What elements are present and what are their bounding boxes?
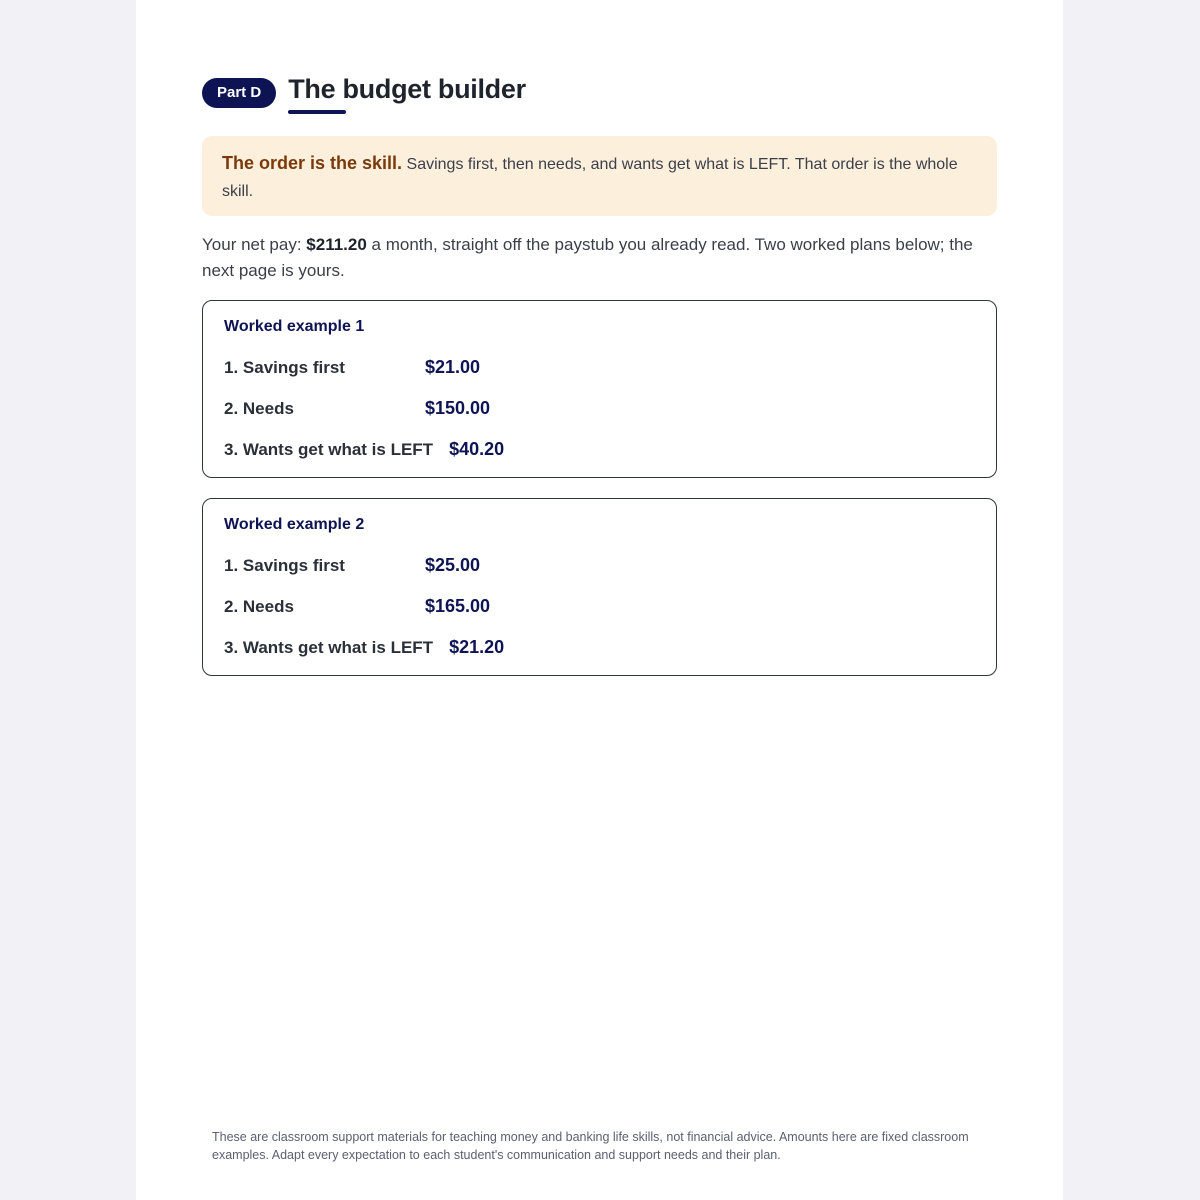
row-label: 3. Wants get what is LEFT	[224, 637, 434, 657]
row-label: 3. Wants get what is LEFT	[224, 439, 434, 459]
wants-row	[224, 439, 504, 460]
needs-row	[224, 596, 490, 617]
intro-prefix: Your net pay:	[202, 235, 307, 254]
needs-row	[224, 398, 490, 419]
title-underline	[288, 110, 346, 114]
example-title: Worked example 1	[224, 318, 365, 335]
row-label: 1. Savings first	[224, 555, 345, 575]
intro-text	[202, 232, 1002, 284]
row-value: $150.00	[425, 398, 491, 418]
worked-example-card	[202, 498, 997, 676]
worked-example-card	[202, 300, 997, 478]
savings-row	[224, 357, 480, 378]
net-pay-amount: $211.20	[306, 235, 367, 254]
row-label: 2. Needs	[224, 398, 294, 418]
row-label: 1. Savings first	[224, 357, 345, 377]
wants-row	[224, 637, 504, 658]
worksheet-page	[136, 0, 1063, 1200]
row-label: 2. Needs	[224, 596, 294, 616]
part-badge: Part D	[202, 78, 276, 108]
disclaimer-footer: These are classroom support materials for teaching money and banking life skills, not financial advice. Amounts here are fixed classroom examples. Adapt every expectation to each student's communication and support needs and their plan.	[212, 1130, 969, 1162]
callout-lead: The order is the skill.	[222, 153, 403, 173]
page-header	[202, 70, 526, 108]
key-idea-callout	[202, 136, 997, 216]
row-value: $40.20	[449, 439, 505, 459]
example-title: Worked example 2	[224, 516, 365, 533]
savings-row	[224, 555, 480, 576]
row-value: $21.20	[449, 637, 505, 657]
page-title: The budget builder	[288, 73, 526, 104]
callout-body: Savings first, then needs, and wants get what is LEFT. That order is the whole skill.	[222, 156, 958, 200]
intro-suffix: a month, straight off the paystub you already read. Two worked plans below; the next page is yours.	[202, 235, 973, 280]
row-value: $21.00	[425, 357, 481, 377]
row-value: $165.00	[425, 596, 491, 616]
row-value: $25.00	[425, 555, 481, 575]
